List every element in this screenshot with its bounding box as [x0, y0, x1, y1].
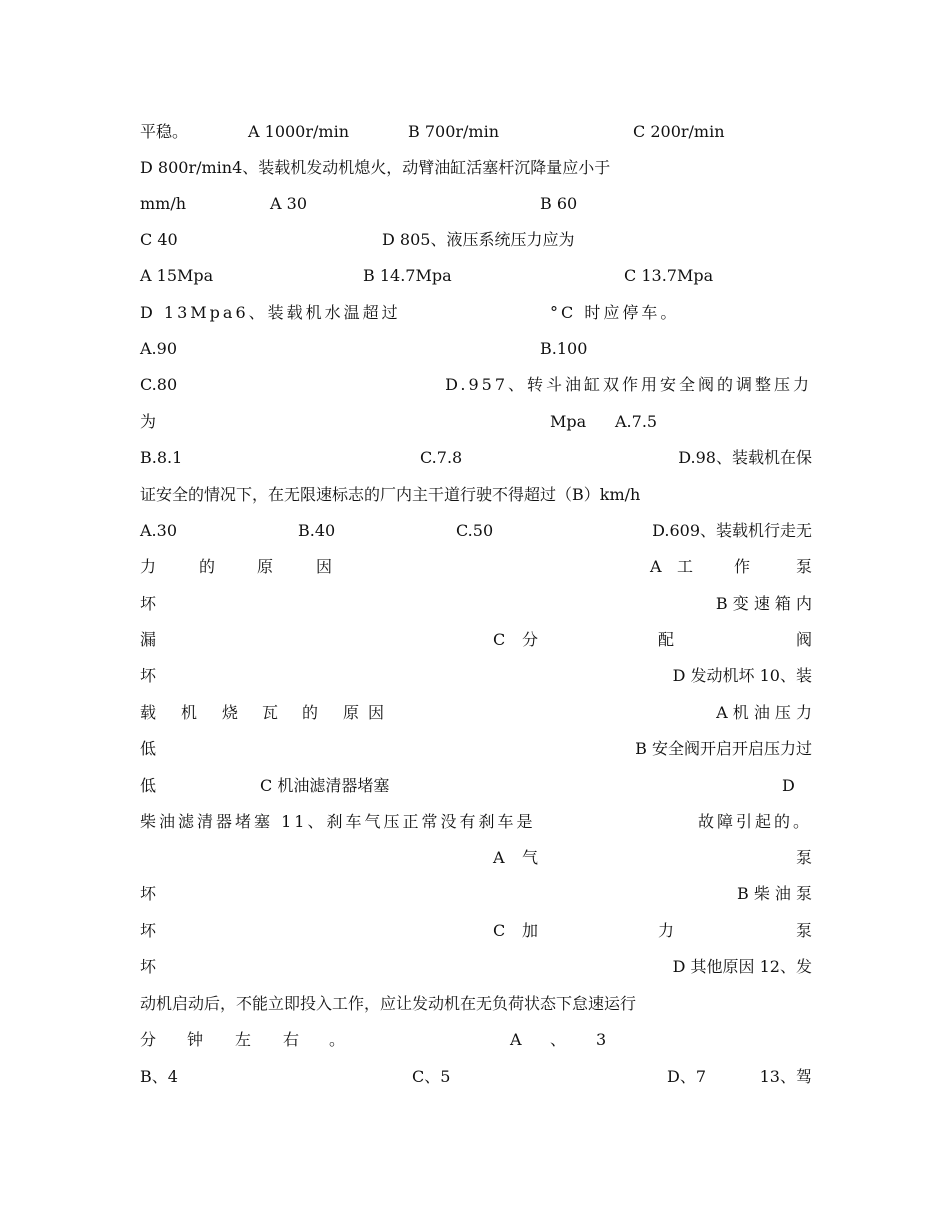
text-line	[140, 660, 812, 690]
text-line	[140, 479, 812, 509]
text-segment: D 800r/min4、装载机发动机熄火，动臂油缸活塞杆沉降量应小于	[140, 158, 611, 177]
text-segment: 原	[343, 703, 360, 722]
option-c: C 13.7Mpa	[624, 266, 714, 285]
option-c: C	[493, 921, 506, 940]
text-segment: 阀	[795, 630, 812, 649]
text-segment: 载	[140, 703, 157, 722]
text-segment: 3	[596, 1030, 607, 1049]
option-a: A	[493, 848, 505, 867]
option-b: B.8.1	[140, 448, 183, 467]
text-segment: D.609、装载机行走无	[652, 521, 812, 540]
text-segment: 的	[199, 557, 216, 576]
text-segment: 瓦	[262, 703, 279, 722]
text-segment: 动机启动后，不能立即投入工作，应让发动机在无负荷状态下怠速运行	[140, 994, 637, 1013]
text-segment: 作	[734, 557, 751, 576]
text-segment: 力	[140, 557, 157, 576]
option-b: B 60	[540, 194, 578, 213]
option-a: A.30	[140, 521, 177, 540]
text-line	[140, 1061, 812, 1091]
text-line	[140, 588, 812, 618]
text-segment: D 805、液压系统压力应为	[382, 230, 575, 249]
text-segment: 13、驾	[759, 1067, 812, 1086]
option-d: D 发动机坏 10、装	[672, 666, 812, 685]
text-segment: 、	[550, 1030, 567, 1049]
option-a: A 30	[270, 194, 307, 213]
text-segment: 泵	[795, 848, 812, 867]
option-b: B.100	[540, 339, 588, 358]
option-d: D	[782, 776, 795, 795]
text-segment: 为	[140, 412, 157, 431]
text-segment: 坏	[140, 884, 157, 903]
text-line	[140, 915, 812, 945]
text-segment: 工	[677, 557, 694, 576]
text-segment: 机	[181, 703, 198, 722]
text-segment: 钟	[187, 1030, 204, 1049]
option-a: A 1000r/min	[248, 122, 349, 141]
option-a: A	[650, 557, 662, 576]
text-segment: 坏	[140, 957, 157, 976]
text-line	[140, 806, 812, 836]
text-segment: °C 时应停车。	[550, 303, 680, 322]
option-c: C 40	[140, 230, 178, 249]
text-segment: 烧	[222, 703, 239, 722]
option-b: B、4	[140, 1067, 178, 1086]
text-line	[140, 988, 812, 1018]
option-d: D、7	[667, 1067, 707, 1086]
text-segment: 故障引起的。	[697, 812, 812, 831]
text-segment: 右	[283, 1030, 300, 1049]
text-line	[140, 515, 812, 545]
text-segment: 低	[140, 739, 157, 758]
text-segment: 左	[235, 1030, 252, 1049]
text-line	[140, 152, 812, 182]
text-line	[140, 1024, 812, 1054]
text-segment: 气	[522, 848, 539, 867]
text-line	[140, 878, 812, 908]
text-line	[140, 624, 812, 654]
text-segment: 加	[522, 921, 539, 940]
text-line	[140, 297, 812, 327]
option-d: D 其他原因 12、发	[672, 957, 812, 976]
option-c: C.7.8	[420, 448, 463, 467]
text-segment: 分	[522, 630, 539, 649]
option-c: C 机油滤清器堵塞	[260, 776, 390, 795]
option-c: C.50	[456, 521, 494, 540]
text-line	[140, 188, 812, 218]
text-segment: 漏	[140, 630, 157, 649]
option-b: B 柴 油 泵	[736, 884, 812, 903]
option-a: A 机 油 压 力	[716, 703, 812, 722]
text-segment: 原	[257, 557, 274, 576]
option-c: C	[493, 630, 506, 649]
option-c: C、5	[412, 1067, 451, 1086]
text-line	[140, 333, 812, 363]
text-segment: 坏	[140, 921, 157, 940]
option-c: C.80	[140, 375, 178, 394]
text-segment: 坏	[140, 594, 157, 613]
option-a: A.90	[140, 339, 177, 358]
text-segment: 。	[329, 1030, 346, 1049]
text-segment: 因	[368, 703, 385, 722]
text-line	[140, 406, 812, 436]
option-b: B 700r/min	[408, 122, 500, 141]
text-segment: 力	[658, 921, 675, 940]
text-segment: D.957、转斗油缸双作用安全阀的调整压力	[445, 375, 812, 394]
option-b: B.40	[298, 521, 336, 540]
text-segment: 因	[316, 557, 333, 576]
text-segment: D.98、装载机在保	[678, 448, 812, 467]
option-b: B 变 速 箱 内	[715, 594, 812, 613]
text-line	[140, 116, 812, 146]
text-line	[140, 951, 812, 981]
text-line	[140, 369, 812, 399]
text-segment: 泵	[795, 921, 812, 940]
text-segment: 证安全的情况下，在无限速标志的厂内主干道行驶不得超过（B）km/h	[140, 485, 641, 504]
text-segment: 分	[140, 1030, 157, 1049]
option-a: A.7.5	[615, 412, 658, 431]
text-segment: 柴油滤清器堵塞 11、刹车气压正常没有刹车是	[140, 812, 536, 831]
text-line	[140, 697, 812, 727]
text-segment: 平稳。	[140, 122, 189, 141]
text-line	[140, 733, 812, 763]
option-a: A 15Mpa	[140, 266, 214, 285]
text-line	[140, 442, 812, 472]
text-line	[140, 224, 812, 254]
text-segment: 的	[302, 703, 319, 722]
text-line	[140, 260, 812, 290]
text-segment: 低	[140, 776, 157, 795]
text-line	[140, 842, 812, 872]
option-c: C 200r/min	[633, 122, 725, 141]
text-line	[140, 551, 812, 581]
text-segment: mm/h	[140, 194, 187, 213]
text-segment: 坏	[140, 666, 157, 685]
text-segment: 泵	[795, 557, 812, 576]
text-line	[140, 770, 812, 800]
option-a: A	[510, 1030, 522, 1049]
option-b: B 14.7Mpa	[363, 266, 452, 285]
option-b: B 安全阀开启开启压力过	[635, 739, 812, 758]
text-segment: 配	[658, 630, 675, 649]
text-segment: D 13Mpa6、装载机水温超过	[140, 303, 401, 322]
text-segment: Mpa	[550, 412, 587, 431]
